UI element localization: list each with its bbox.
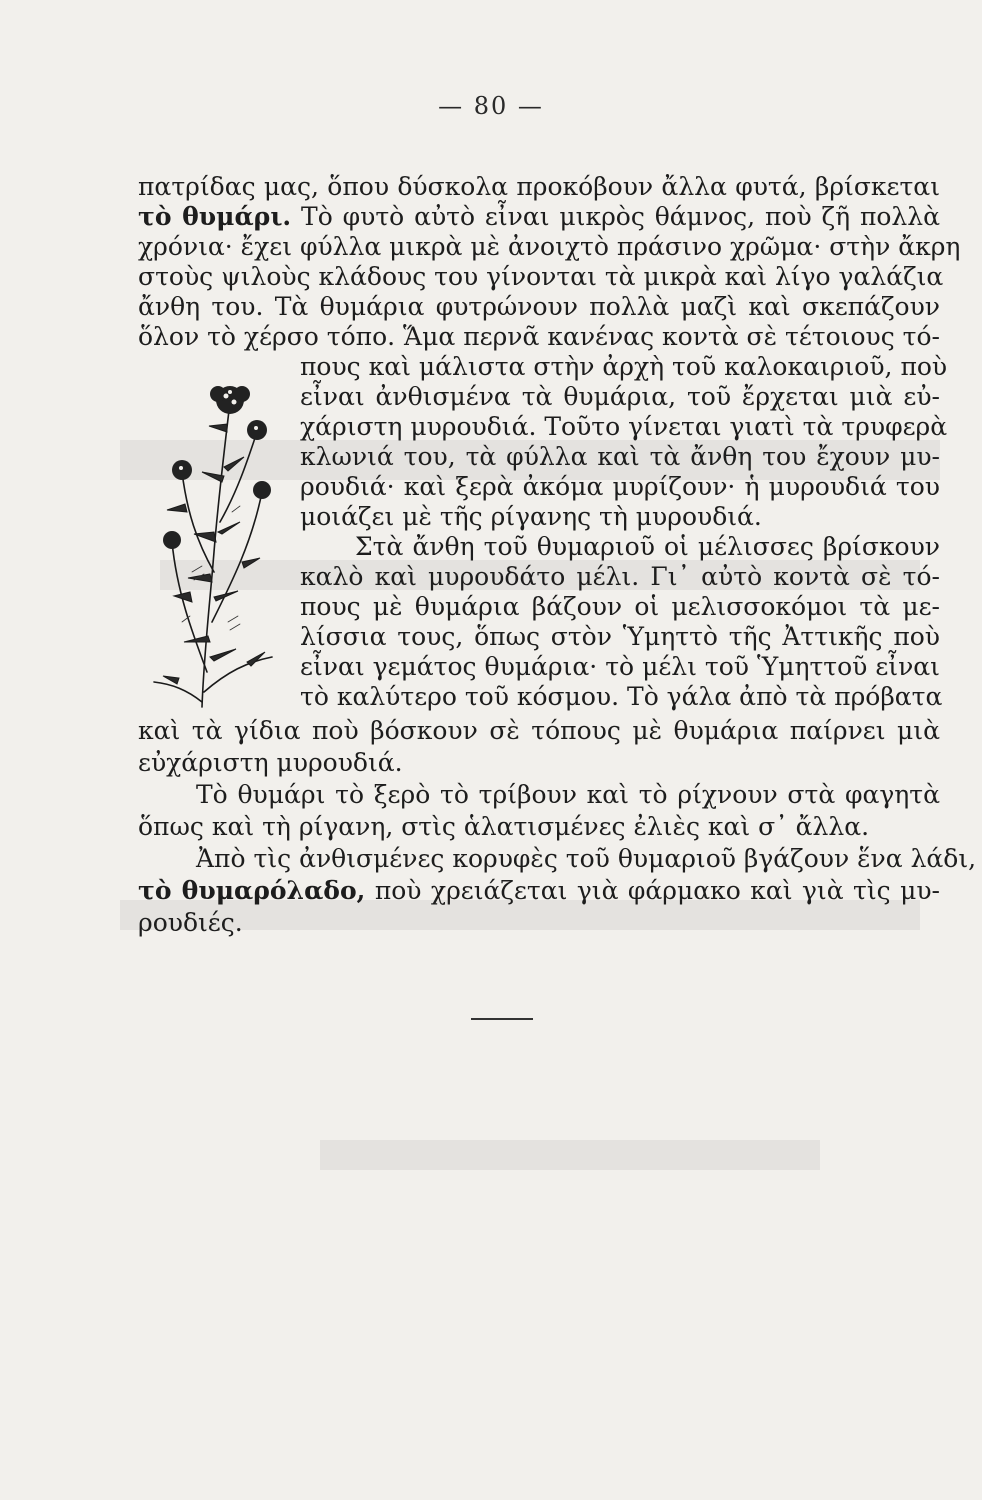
text-line-21: Τὸ θυμάρι τὸ ξερὸ τὸ τρίβουν καὶ τὸ ρίχνουν στὰ φαγητὰ <box>196 780 940 809</box>
text-line-1: πατρίδας μας, ὅπου δύσκολα προκόβουν ἄλλα φυτά, βρίσκεται <box>138 172 940 201</box>
text-line-24-rest: ποὺ χρειάζεται γιὰ φάρμακο καὶ γιὰ τὶς μυ- <box>374 876 940 905</box>
section-divider <box>471 1018 533 1020</box>
text-line-18: τὸ καλύτερο τοῦ κόσμου. Τὸ γάλα ἀπὸ τὰ πρόβατα <box>300 682 943 711</box>
text-line-14: καλὸ καὶ μυρουδάτο μέλι. Γι᾿ αὐτὸ κοντὰ σὲ τό- <box>300 562 940 591</box>
text-line-12: μοιάζει μὲ τῆς ρίγανης τὴ μυρουδιά. <box>300 502 762 531</box>
text-line-7: πους καὶ μάλιστα στὴν ἀρχὴ τοῦ καλοκαιριοῦ, ποὺ <box>300 352 948 381</box>
text-line-2-rest: Τὸ φυτὸ αὐτὸ εἶναι μικρὸς θάμνος, ποὺ ζῆ πολλὰ <box>301 202 941 231</box>
text-line-25: ρουδιές. <box>138 908 243 937</box>
text-line-8: εἶναι ἀνθισμένα τὰ θυμάρια, τοῦ ἔρχεται μιὰ εὐ- <box>300 382 940 411</box>
text-line-19: καὶ τὰ γίδια ποὺ βόσκουν σὲ τόπους μὲ θυμάρια παίρνει μιὰ <box>138 716 940 745</box>
text-line-3: χρόνια· ἔχει φύλλα μικρὰ μὲ ἀνοιχτὸ πράσινο χρῶμα· στὴν ἄκρη <box>138 232 961 261</box>
bold-term-thymarolado: τὸ θυμαρόλαδο, <box>138 876 366 905</box>
text-line-11: ρουδιά· καὶ ξερὰ ἀκόμα μυρίζουν· ἡ μυρουδιά του <box>300 472 940 501</box>
text-line-24 <box>138 876 940 906</box>
text-line-5: ἄνθη του. Τὰ θυμάρια φυτρώνουν πολλὰ μαζὶ καὶ σκεπάζουν <box>138 292 940 321</box>
text-line-4: στοὺς ψιλοὺς κλάδους του γίνονται τὰ μικρὰ καὶ λίγο γαλάζια <box>138 262 944 291</box>
text-line-15: πους μὲ θυμάρια βάζουν οἱ μελισσοκόμοι τὰ με- <box>300 592 940 621</box>
bold-term-thymari: τὸ θυμάρι. <box>138 202 292 231</box>
text-line-20: εὐχάριστη μυρουδιά. <box>138 748 403 777</box>
text-line-17: εἶναι γεμάτος θυμάρια· τὸ μέλι τοῦ Ὑμηττοῦ εἶναι <box>300 652 940 681</box>
text-line-16: λίσσια τους, ὅπως στὸν Ὑμηττὸ τῆς Ἀττικῆς ποὺ <box>300 622 940 651</box>
text-line-23: Ἀπὸ τὶς ἀνθισμένες κορυφὲς τοῦ θυμαριοῦ βγάζουν ἕνα λάδι, <box>196 844 977 873</box>
text-line-6: ὅλον τὸ χέρσο τόπο. Ἅμα περνᾶ κανένας κοντὰ σὲ τέτοιους τό- <box>138 322 940 351</box>
text-line-22: ὅπως καὶ τὴ ρίγανη, στὶς ἁλατισμένες ἐλιὲς καὶ σ᾿ ἄλλα. <box>138 812 870 841</box>
thyme-plant-illustration <box>132 372 302 717</box>
text-line-13: Στὰ ἄνθη τοῦ θυμαριοῦ οἱ μέλισσες βρίσκουν <box>355 532 940 561</box>
page-number: — 80 — <box>438 92 544 120</box>
text-line-9: χάριστη μυρουδιά. Τοῦτο γίνεται γιατὶ τὰ τρυφερὰ <box>300 412 948 441</box>
text-line-10: κλωνιά του, τὰ φύλλα καὶ τὰ ἄνθη του ἔχουν μυ- <box>300 442 940 471</box>
text-line-2 <box>138 202 940 232</box>
